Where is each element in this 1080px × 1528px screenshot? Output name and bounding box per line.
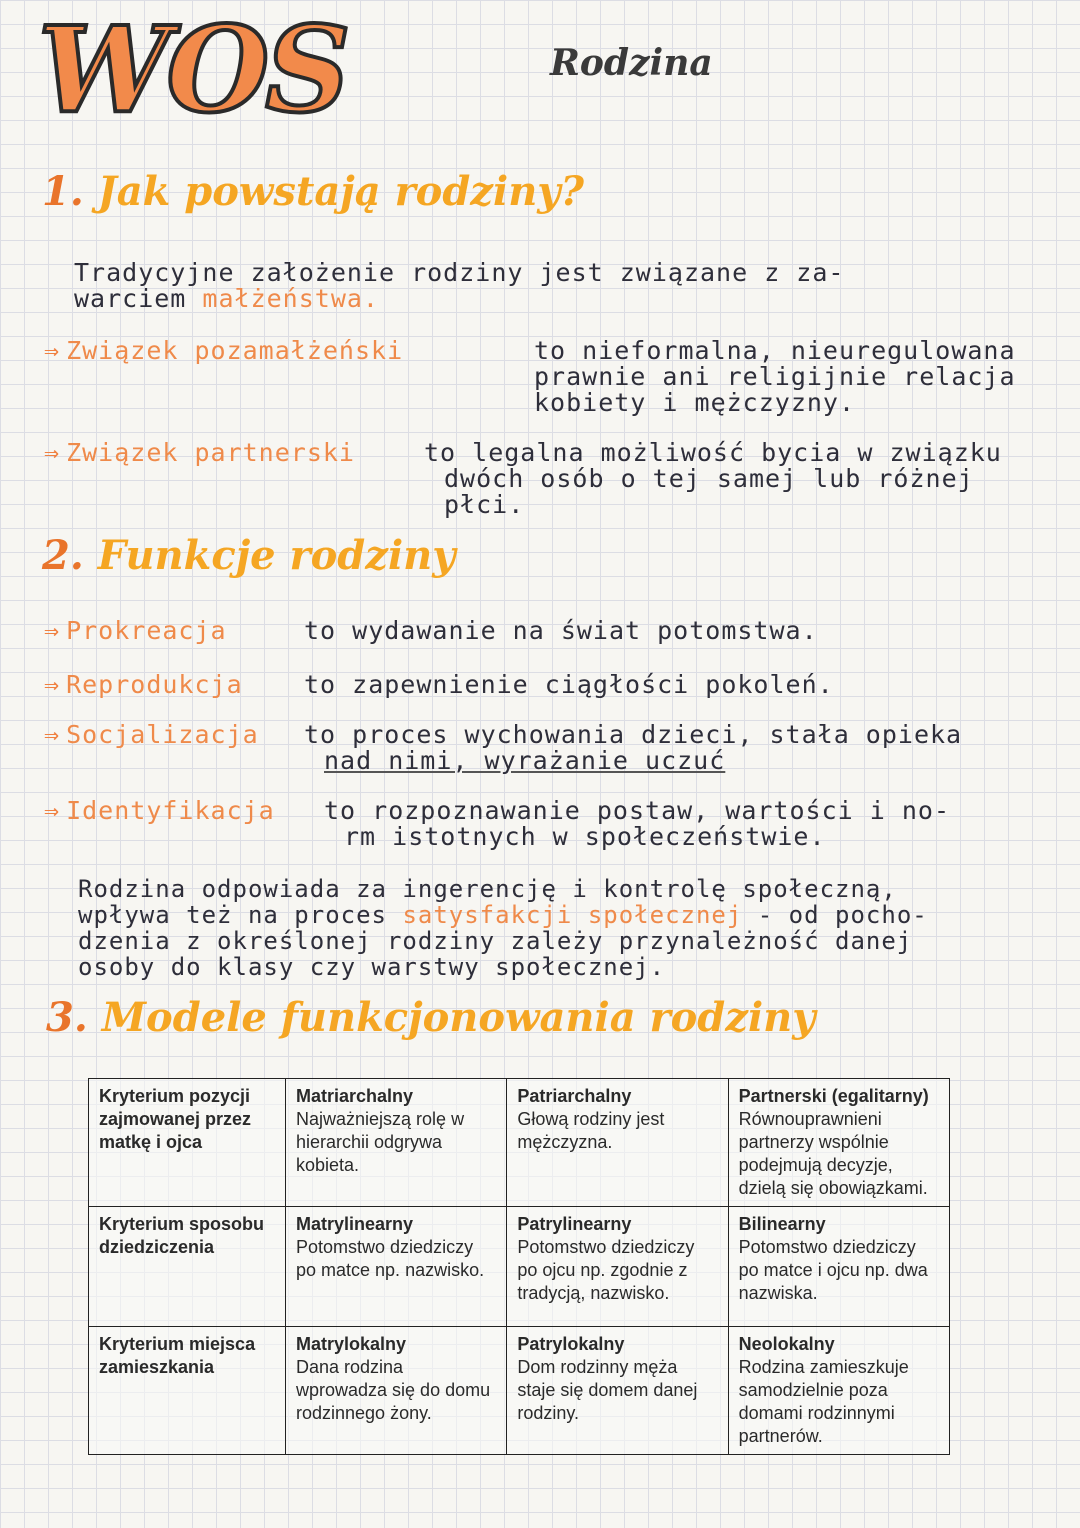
model-description: Równouprawnieni partnerzy wspólnie podejmują decyzje, dzielą się obowiązkami. <box>738 1109 928 1198</box>
model-description: Potomstwo dziedziczy po ojcu np. zgodnie z tradycją, nazwisko. <box>517 1237 695 1303</box>
model-cell <box>286 1079 507 1207</box>
model-name: Patrylokalny <box>517 1334 625 1354</box>
intro-line-2 <box>74 286 1054 312</box>
paragraph-highlight: satysfakcji społecznej <box>402 901 743 929</box>
section-2-paragraph <box>78 876 1068 980</box>
model-description: Potomstwo dziedziczy po matce np. nazwisko. <box>296 1237 485 1280</box>
function-line: to zapewnienie ciągłości pokoleń. <box>304 670 834 699</box>
function-term: Reprodukcja <box>66 670 243 699</box>
function-term: Prokreacja <box>66 616 227 645</box>
function-line: to rozpoznawanie postaw, wartości i no- <box>324 796 950 825</box>
model-description: Najważniejszą rolę w hierarchii odgrywa kobieta. <box>296 1109 465 1175</box>
paragraph-line <box>78 902 1068 928</box>
model-name: Matriarchalny <box>296 1086 414 1106</box>
section-2-title: Funkcje rodziny <box>97 532 456 579</box>
page-topic: Rodzina <box>550 42 713 84</box>
model-name: Patriarchalny <box>517 1086 632 1106</box>
paragraph-line: Rodzina odpowiada za ingerencję i kontrolę społeczną, <box>78 875 897 903</box>
criterion-cell: Kryterium sposobu dziedziczenia <box>89 1207 286 1327</box>
definition-line: kobiety i mężczyzny. <box>534 388 856 417</box>
table-row <box>89 1327 950 1455</box>
definition-line: płci. <box>444 490 525 519</box>
section-3-heading <box>46 994 816 1042</box>
model-cell <box>286 1327 507 1455</box>
definition-line: prawnie ani religijnie relacja <box>534 362 1016 391</box>
definition-zwiazek-pozamalzenski <box>44 338 1074 416</box>
model-name: Neolokalny <box>738 1334 835 1354</box>
arrow-icon: ⇒ <box>44 796 61 825</box>
model-cell <box>728 1327 949 1455</box>
logo-wos: WOS <box>38 0 347 139</box>
intro-word: warciem <box>74 284 187 313</box>
intro-line-1: Tradycyjne założenie rodziny jest związane z za- <box>74 258 845 287</box>
arrow-icon: ⇒ <box>44 616 61 645</box>
model-description: Rodzina zamieszkuje samodzielnie poza domami rodzinnymi partnerów. <box>738 1357 909 1446</box>
section-1-heading <box>42 168 584 216</box>
definition-zwiazek-partnerski <box>44 440 1074 518</box>
model-cell <box>286 1207 507 1327</box>
model-cell <box>507 1207 728 1327</box>
function-reprodukcja <box>44 672 1074 698</box>
function-line: nad nimi, wyrażanie uczuć <box>324 746 726 775</box>
model-cell <box>507 1327 728 1455</box>
model-description: Dom rodzinny męża staje się domem danej rodziny. <box>517 1357 698 1423</box>
criterion-cell: Kryterium miejsca zamieszkania <box>89 1327 286 1455</box>
definition-term: Związek partnerski <box>66 438 355 467</box>
model-name: Matrylinearny <box>296 1214 414 1234</box>
definition-line: dwóch osób o tej samej lub różnej <box>444 464 974 493</box>
table-row <box>89 1207 950 1327</box>
section-1-title: Jak powstają rodziny? <box>97 168 584 215</box>
definition-line: to legalna możliwość bycia w związku <box>424 438 1002 467</box>
function-line: rm istotnych w społeczeństwie. <box>344 822 826 851</box>
section-3-title: Modele funkcjonowania rodziny <box>101 994 816 1041</box>
arrow-icon: ⇒ <box>44 438 61 467</box>
function-socjalizacja <box>44 722 1074 774</box>
family-models-table <box>88 1078 950 1455</box>
function-line: to wydawanie na świat potomstwa. <box>304 616 818 645</box>
model-cell <box>728 1079 949 1207</box>
paragraph-line: osoby do klasy czy warstwy społecznej. <box>78 953 666 981</box>
function-term: Socjalizacja <box>66 720 259 749</box>
definition-term: Związek pozamałżeński <box>66 336 404 365</box>
model-name: Bilinearny <box>738 1214 826 1234</box>
arrow-icon: ⇒ <box>44 336 61 365</box>
section-1-intro <box>74 260 1054 312</box>
model-name: Matrylokalny <box>296 1334 407 1354</box>
function-prokreacja <box>44 618 1074 644</box>
model-cell <box>728 1207 949 1327</box>
definition-line: to nieformalna, nieuregulowana <box>534 336 1016 365</box>
paragraph-text: wpływa też na proces <box>78 901 387 929</box>
model-description: Dana rodzina wprowadza się do domu rodzinnego żony. <box>296 1357 491 1423</box>
arrow-icon: ⇒ <box>44 670 61 699</box>
model-name: Patrylinearny <box>517 1214 632 1234</box>
model-description: Głową rodziny jest mężczyzna. <box>517 1109 665 1152</box>
function-term: Identyfikacja <box>66 796 275 825</box>
section-2-number: 2. <box>42 532 84 579</box>
intro-highlight: małżeństwa. <box>202 284 379 313</box>
criterion-cell: Kryterium pozycji zajmowanej przez matkę i ojca <box>89 1079 286 1207</box>
paragraph-line: dzenia z określonej rodziny zależy przynależność danej <box>78 927 913 955</box>
section-1-number: 1. <box>42 168 84 215</box>
section-3-number: 3. <box>46 994 88 1041</box>
model-name: Partnerski (egalitarny) <box>738 1086 929 1106</box>
section-2-heading <box>42 532 456 580</box>
function-line: to proces wychowania dzieci, stała opieka <box>304 720 963 749</box>
model-cell <box>507 1079 728 1207</box>
model-description: Potomstwo dziedziczy po matce i ojcu np. dwa nazwiska. <box>738 1237 928 1303</box>
paragraph-text: - od pocho- <box>757 901 928 929</box>
function-identyfikacja <box>44 798 1074 850</box>
arrow-icon: ⇒ <box>44 720 61 749</box>
table-row <box>89 1079 950 1207</box>
